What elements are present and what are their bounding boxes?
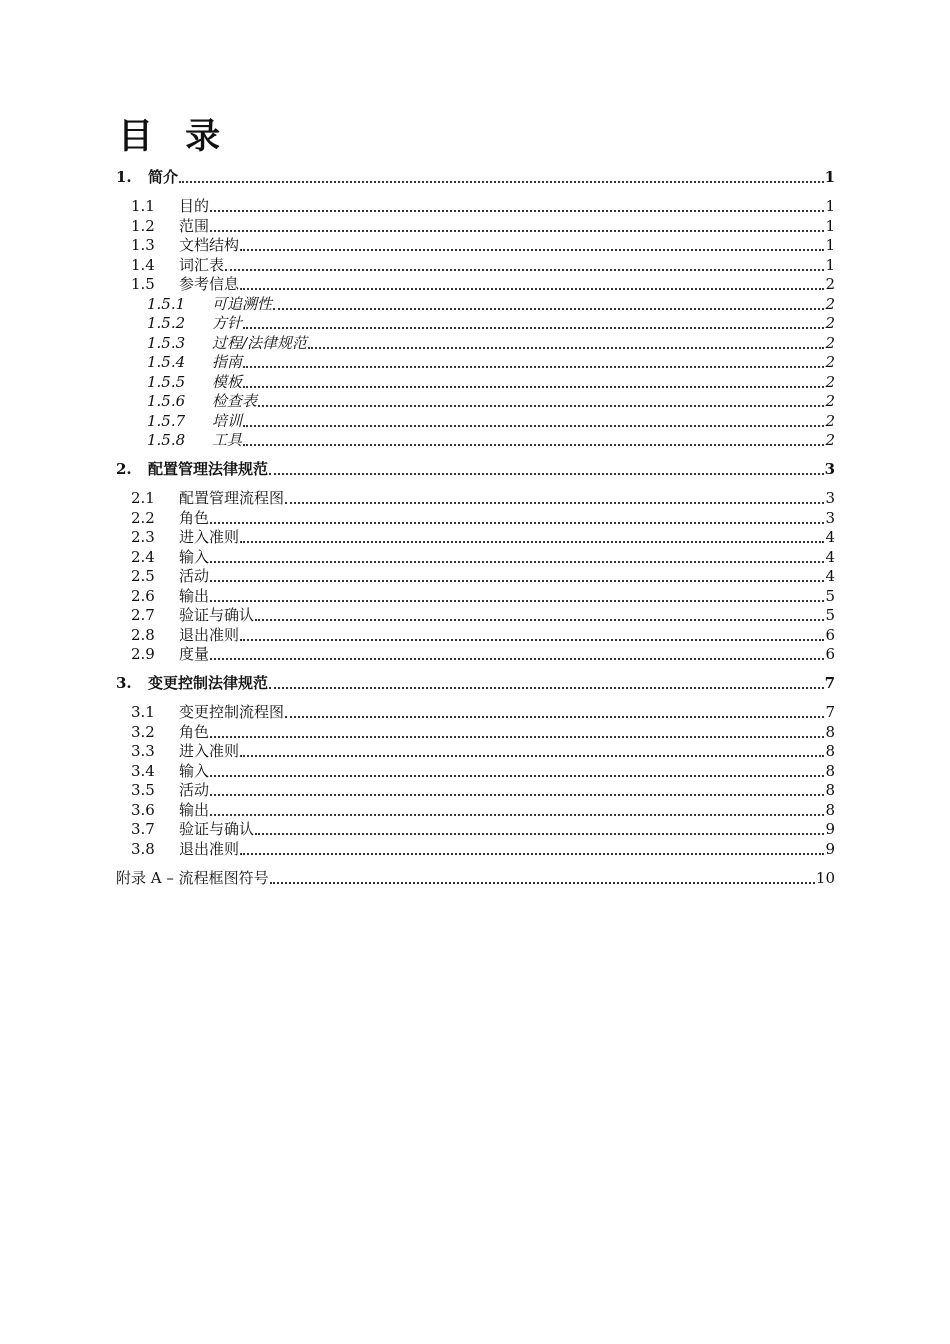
- toc-entry[interactable]: [116, 624, 835, 644]
- dot-leader: [210, 644, 824, 660]
- toc-entry-number: 2.5: [131, 567, 155, 585]
- toc-entry[interactable]: [116, 273, 835, 293]
- toc-entry-page-number: 6: [825, 645, 835, 663]
- toc-entry-page-number: 2: [825, 275, 835, 293]
- toc-entry[interactable]: [116, 195, 835, 215]
- toc-entry-title: 输出: [179, 800, 210, 819]
- toc-entry-page-number: 5: [825, 606, 835, 624]
- dot-leader: [210, 761, 824, 777]
- toc-entry-number: 1.2: [131, 216, 155, 235]
- toc-entry[interactable]: [116, 293, 835, 313]
- dot-leader: [243, 372, 824, 388]
- dot-leader: [258, 391, 824, 407]
- toc-entry-title: 简介: [148, 168, 179, 186]
- dot-leader: [210, 586, 824, 602]
- toc-entry[interactable]: [116, 351, 835, 371]
- toc-entry-page-number: 1: [825, 197, 835, 215]
- dot-leader: [240, 741, 824, 757]
- toc-entry[interactable]: [116, 760, 835, 780]
- toc-entry-title: 活动: [179, 567, 210, 585]
- toc-entry-number: 3.8: [131, 839, 155, 858]
- toc-entry-title: 退出准则: [179, 839, 240, 858]
- toc-entry-page-number: 2: [825, 392, 835, 410]
- toc-entry[interactable]: [116, 867, 835, 887]
- toc-entry-number: 3.2: [131, 722, 155, 741]
- toc-entry-title: 进入准则: [179, 528, 240, 546]
- dot-leader: [240, 274, 824, 290]
- toc-entry-title: 配置管理流程图: [179, 489, 285, 507]
- toc-entry-title: 检查表: [212, 392, 258, 410]
- toc-entry-title: 附录 A – 流程框图符号: [116, 868, 269, 887]
- toc-entry-title: 工具: [212, 431, 243, 449]
- toc-entry-number: 2.6: [131, 586, 155, 605]
- toc-entry[interactable]: [116, 215, 835, 235]
- toc-entry-page-number: 2: [825, 372, 835, 391]
- dot-leader: [240, 235, 824, 251]
- toc-entry[interactable]: [116, 487, 835, 507]
- toc-entry-title: 度量: [179, 645, 210, 663]
- toc-entry-page-number: 10: [815, 868, 835, 887]
- toc-entry[interactable]: [116, 371, 835, 391]
- dot-leader: [210, 547, 824, 563]
- toc-entry-number: 1.5.4: [147, 353, 186, 371]
- toc-entry-page-number: 2: [825, 294, 835, 313]
- toc-entry-page-number: 3: [825, 489, 835, 507]
- toc-entry[interactable]: [116, 721, 835, 741]
- toc-entry-title: 文档结构: [179, 236, 240, 254]
- toc-entry-page-number: 2: [825, 353, 835, 371]
- dot-leader: [273, 294, 824, 310]
- toc-entry-number: 2.2: [131, 508, 155, 527]
- toc-entry-number: 2.1: [131, 489, 155, 507]
- toc-entry-page-number: 4: [825, 547, 835, 566]
- toc-entry[interactable]: [116, 604, 835, 624]
- toc-entry[interactable]: [116, 838, 835, 858]
- toc-entry-page-number: 1: [825, 255, 835, 274]
- toc-entry-title: 方针: [212, 314, 243, 332]
- toc-entry-number: 1.: [116, 168, 132, 186]
- dot-leader: [210, 780, 824, 796]
- toc-entry[interactable]: [116, 166, 835, 186]
- toc-entry-title: 退出准则: [179, 625, 240, 644]
- dot-leader: [255, 819, 824, 835]
- toc-entry-title: 角色: [179, 508, 210, 527]
- toc-entry-number: 1.5.6: [147, 392, 186, 410]
- toc-entry-number: 1.3: [131, 236, 155, 254]
- toc-entry-number: 1.5.5: [147, 372, 186, 391]
- dot-leader: [240, 527, 824, 543]
- toc-entry-title: 指南: [212, 353, 243, 371]
- toc-entry-page-number: 3: [824, 460, 835, 478]
- toc-entry[interactable]: [116, 312, 835, 332]
- toc-entry-number: 2.7: [131, 606, 155, 624]
- toc-entry-number: 3.1: [131, 703, 155, 721]
- toc-entry[interactable]: [116, 546, 835, 566]
- toc-entry-page-number: 8: [825, 742, 835, 760]
- dot-leader: [285, 702, 824, 718]
- toc-entry-title: 培训: [212, 411, 243, 430]
- toc-entry-number: 2.8: [131, 625, 155, 644]
- dot-leader: [243, 313, 824, 329]
- toc-entry-page-number: 8: [825, 781, 835, 799]
- dot-leader: [243, 411, 824, 427]
- toc-entry-page-number: 8: [825, 800, 835, 819]
- toc-entry-page-number: 2: [825, 431, 835, 449]
- toc-entry-number: 1.5.1: [147, 294, 186, 313]
- toc-entry-page-number: 9: [825, 839, 835, 858]
- toc-entry-number: 1.5: [131, 275, 155, 293]
- toc-entry-title: 目的: [179, 197, 210, 215]
- toc-entry-page-number: 6: [825, 625, 835, 644]
- toc-entry-title: 输入: [179, 761, 210, 780]
- toc-entry-page-number: 1: [824, 168, 835, 186]
- dot-leader: [225, 255, 824, 271]
- toc-entry-number: 1.5.8: [147, 431, 186, 449]
- toc-entry-number: 1.5.2: [147, 314, 186, 332]
- toc-entry-number: 2.9: [131, 645, 155, 663]
- toc-entry-title: 范围: [179, 216, 210, 235]
- toc-title: 目 录: [118, 116, 231, 157]
- dot-leader: [285, 488, 824, 504]
- toc-entry-number: 3.: [116, 674, 132, 692]
- toc-entry-page-number: 7: [824, 674, 835, 692]
- toc-entry-title: 验证与确认: [179, 606, 255, 624]
- dot-leader: [179, 167, 824, 183]
- toc-entry-title: 词汇表: [179, 255, 225, 274]
- dot-leader: [308, 333, 824, 349]
- toc-entry-title: 角色: [179, 722, 210, 741]
- toc-entry[interactable]: [116, 458, 835, 478]
- toc-entry-title: 过程/法律规范: [212, 333, 308, 352]
- toc-entry-number: 2.4: [131, 547, 155, 566]
- dot-leader: [243, 352, 824, 368]
- toc-entry-title: 活动: [179, 781, 210, 799]
- toc-entry[interactable]: [116, 332, 835, 352]
- toc-entry-page-number: 1: [825, 236, 835, 254]
- toc-entry-title: 参考信息: [179, 275, 240, 293]
- toc-entry-number: 3.3: [131, 742, 155, 760]
- toc-entry-page-number: 5: [825, 586, 835, 605]
- dot-leader: [270, 868, 815, 884]
- toc-entry-number: 3.4: [131, 761, 155, 780]
- toc-entry[interactable]: [116, 799, 835, 819]
- toc-entry[interactable]: [116, 234, 835, 254]
- toc-entry-number: 2.3: [131, 528, 155, 546]
- dot-leader: [243, 430, 824, 446]
- toc-entry-title: 变更控制法律规范: [148, 674, 269, 692]
- toc-entry[interactable]: [116, 818, 835, 838]
- toc-entry-number: 3.6: [131, 800, 155, 819]
- dot-leader: [255, 605, 824, 621]
- toc-entry-number: 2.: [116, 460, 132, 478]
- toc-entry-title: 验证与确认: [179, 820, 255, 838]
- toc-entry-page-number: 7: [825, 703, 835, 721]
- toc-entry-page-number: 3: [825, 508, 835, 527]
- toc-entry-number: 1.1: [131, 197, 155, 215]
- dot-leader: [210, 216, 824, 232]
- toc-entry-page-number: 8: [825, 761, 835, 780]
- toc-entry[interactable]: [116, 643, 835, 663]
- toc-entry-title: 模板: [212, 372, 243, 391]
- dot-leader: [269, 673, 824, 689]
- dot-leader: [210, 196, 824, 212]
- toc-entry-title: 配置管理法律规范: [148, 460, 269, 478]
- toc-entry[interactable]: [116, 672, 835, 692]
- toc-entry-number: 1.5.7: [147, 411, 186, 430]
- dot-leader: [210, 722, 824, 738]
- dot-leader: [210, 566, 824, 582]
- toc-entry[interactable]: [116, 585, 835, 605]
- toc-entry-page-number: 8: [825, 722, 835, 741]
- dot-leader: [240, 625, 824, 641]
- toc-entry[interactable]: [116, 410, 835, 430]
- toc-entry-page-number: 1: [825, 216, 835, 235]
- toc-entry-number: 3.7: [131, 820, 155, 838]
- toc-entry-title: 可追溯性: [212, 294, 273, 313]
- toc-entry-page-number: 4: [825, 528, 835, 546]
- toc-entry[interactable]: [116, 429, 835, 449]
- dot-leader: [269, 459, 824, 475]
- toc-entry-page-number: 2: [825, 411, 835, 430]
- toc-entry-page-number: 2: [825, 333, 835, 352]
- toc-entry-number: 1.5.3: [147, 333, 186, 352]
- toc-entry-number: 3.5: [131, 781, 155, 799]
- toc-entry-number: 1.4: [131, 255, 155, 274]
- toc-entry-page-number: 4: [825, 567, 835, 585]
- toc-entry[interactable]: [116, 507, 835, 527]
- toc-entry-title: 输入: [179, 547, 210, 566]
- toc-entry-page-number: 2: [825, 314, 835, 332]
- dot-leader: [210, 508, 824, 524]
- toc-entry-title: 进入准则: [179, 742, 240, 760]
- toc-entry[interactable]: [116, 740, 835, 760]
- toc-entry-title: 变更控制流程图: [179, 703, 285, 721]
- toc-entry-page-number: 9: [825, 820, 835, 838]
- toc-entry[interactable]: [116, 701, 835, 721]
- dot-leader: [240, 839, 824, 855]
- toc-entry-title: 输出: [179, 586, 210, 605]
- toc-entry[interactable]: [116, 390, 835, 410]
- toc-entry[interactable]: [116, 565, 835, 585]
- toc-entry[interactable]: [116, 779, 835, 799]
- toc-entry[interactable]: [116, 254, 835, 274]
- dot-leader: [210, 800, 824, 816]
- toc-entry[interactable]: [116, 526, 835, 546]
